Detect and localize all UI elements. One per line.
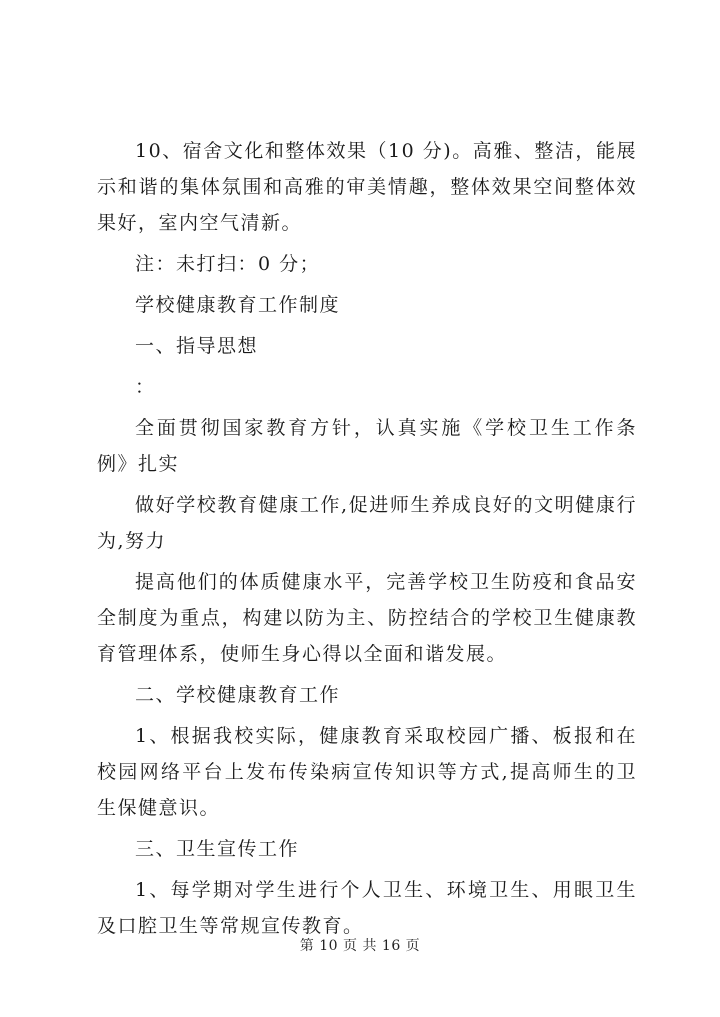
paragraph-health-work: 做好学校教育健康工作,促进师生养成良好的文明健康行为,努力: [97, 494, 637, 552]
heading-guiding-ideology: 一、指导思想: [135, 335, 259, 357]
paragraph-note: 注：未打扫：0 分；: [135, 253, 321, 275]
paragraph-implement-policy: 全面贯彻国家教育方针，认真实施《学校卫生工作条例》扎实: [97, 417, 637, 475]
page-number-footer: 第 10 页 共 16 页: [299, 938, 421, 954]
document-body: [97, 133, 637, 949]
paragraph-improve-health: 提高他们的体质健康水平，完善学校卫生防疫和食品安全制度为重点，构建以防为主、防控结合的学校卫生健康教育管理体系，使师生身心得以全面和谐发展。: [97, 571, 637, 665]
paragraph-dormitory-culture: 10、宿舍文化和整体效果（10 分)。高雅、整洁，能展示和谐的集体氛围和高雅的审美情趣，整体效果空间整体效果好，室内空气清新。: [97, 140, 637, 234]
paragraph-colon: ：: [135, 376, 156, 398]
heading-hygiene-publicity: 三、卫生宣传工作: [135, 838, 300, 860]
heading-school-health-education: 二、学校健康教育工作: [135, 684, 341, 706]
paragraph-hygiene-publicity: 1、每学期对学生进行个人卫生、环境卫生、用眼卫生及口腔卫生等常规宣传教育。: [97, 879, 637, 937]
paragraph-health-education-methods: 1、根据我校实际，健康教育采取校园广播、板报和在校园网络平台上发布传染病宣传知识等方式,提高师生的卫生保健意识。: [97, 725, 637, 819]
section-title: 学校健康教育工作制度: [135, 294, 341, 316]
